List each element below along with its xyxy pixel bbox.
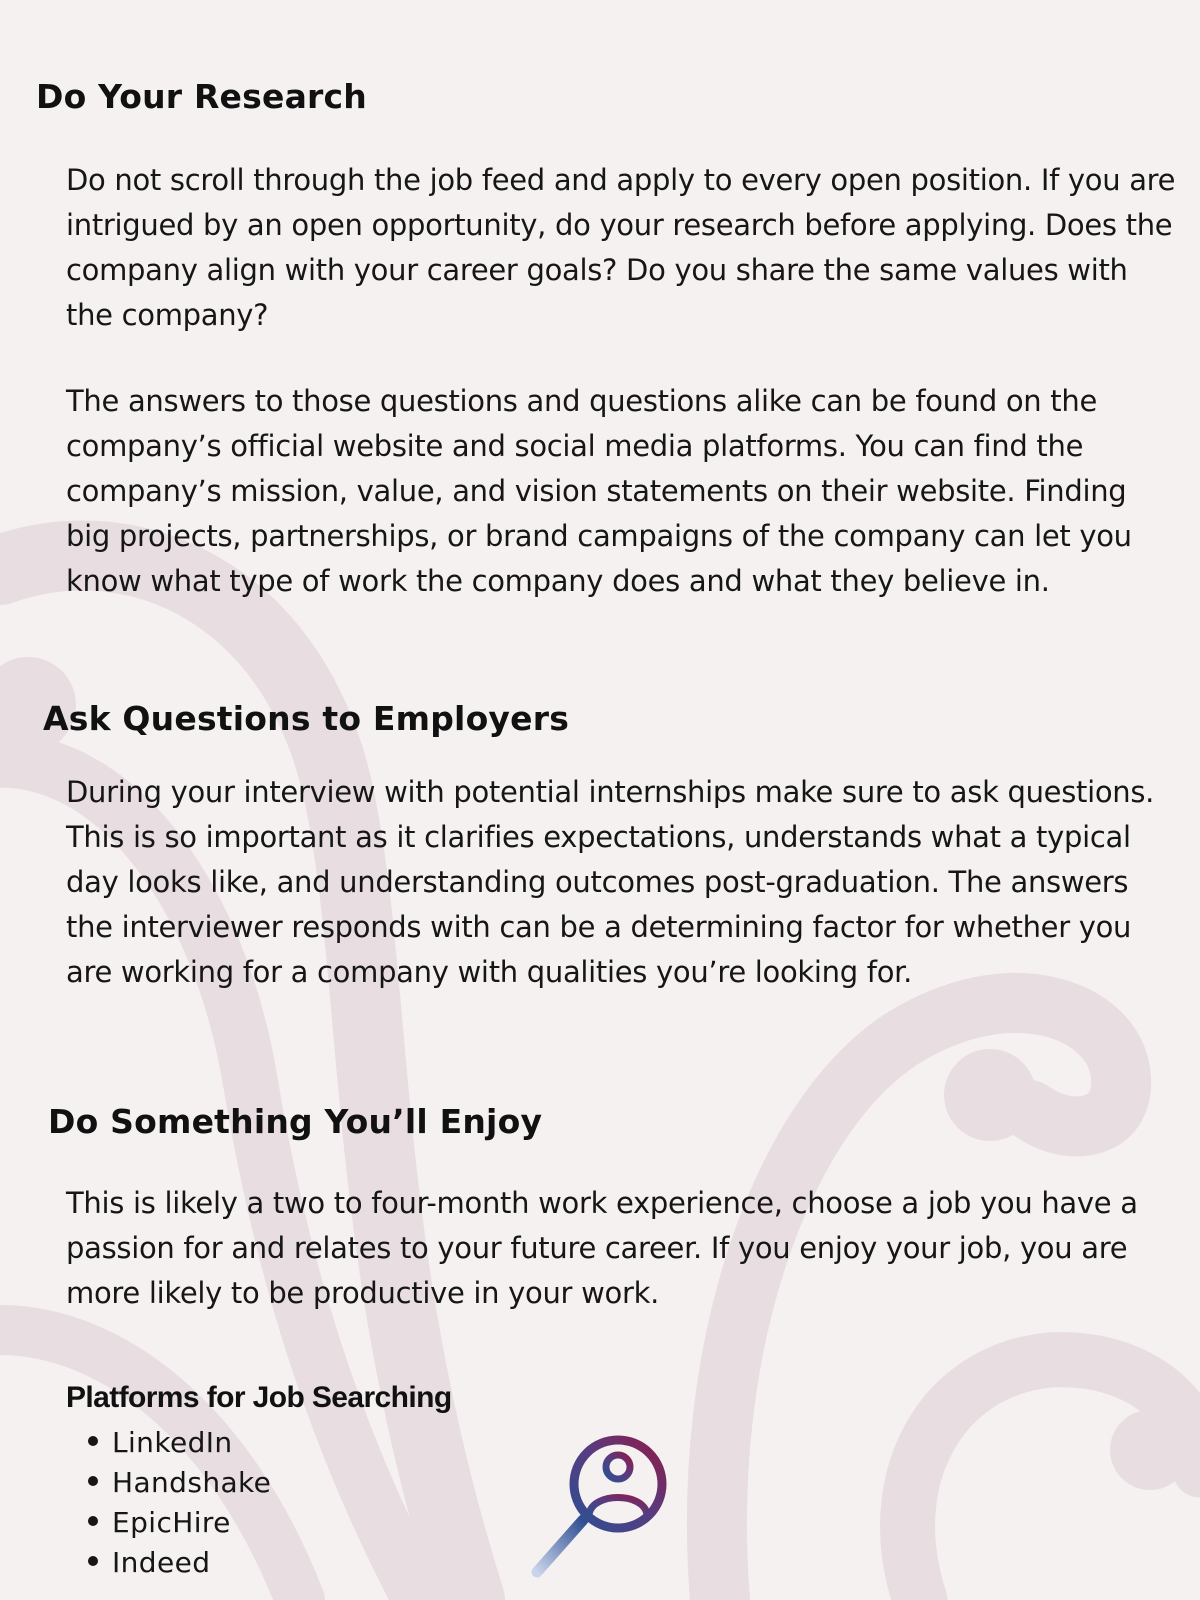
platform-name: EpicHire (112, 1506, 231, 1539)
platform-list (88, 1423, 271, 1583)
platform-name: LinkedIn (112, 1426, 233, 1459)
paragraph-research-1: Do not scroll through the job feed and apply to every open position. If you are intrigued by an open opportunity, do your research before applying. Does the company align with your career goals? Do you share the same values with the company? (66, 163, 1176, 332)
bullet-icon (88, 1476, 98, 1486)
paragraph-enjoy: This is likely a two to four-month work experience, choose a job you have a passion for and relates to your future career. If you enjoy your job, you are more likely to be productive in your work. (66, 1186, 1138, 1310)
swirl-curl-right (944, 1049, 1036, 1141)
paragraph-ask-questions: During your interview with potential internships make sure to ask questions. This is so important as it clarifies expectations, understands what a typical day looks like, and understanding outcomes post-graduation. The answers the interviewer responds with can be a determining factor for whether you are working for a company with qualities you’re looking for. (66, 775, 1155, 989)
bullet-icon (88, 1436, 98, 1446)
platform-name: Indeed (112, 1546, 211, 1579)
heading-do-your-research: Do Your Research (36, 77, 367, 116)
swirl-curl-bottom-right (1110, 1410, 1190, 1490)
job-search-magnifier-icon (525, 1430, 685, 1580)
heading-do-something-enjoy: Do Something You’ll Enjoy (48, 1102, 543, 1141)
platforms-title: Platforms for Job Searching (66, 1381, 452, 1414)
list-item (88, 1543, 271, 1583)
bullet-icon (88, 1556, 98, 1566)
heading-ask-questions: Ask Questions to Employers (43, 699, 570, 738)
list-item (88, 1463, 271, 1503)
paragraph-research-2: The answers to those questions and questions alike can be found on the company’s official website and social media platforms. You can find the company’s mission, value, and vision statements on their website. Finding big projects, partnerships, or brand campaigns of the company can let you know what type of work the company does and what they believe in. (66, 384, 1132, 598)
list-item (88, 1503, 271, 1543)
platform-name: Handshake (112, 1466, 272, 1499)
bullet-icon (88, 1516, 98, 1526)
list-item (88, 1423, 271, 1463)
